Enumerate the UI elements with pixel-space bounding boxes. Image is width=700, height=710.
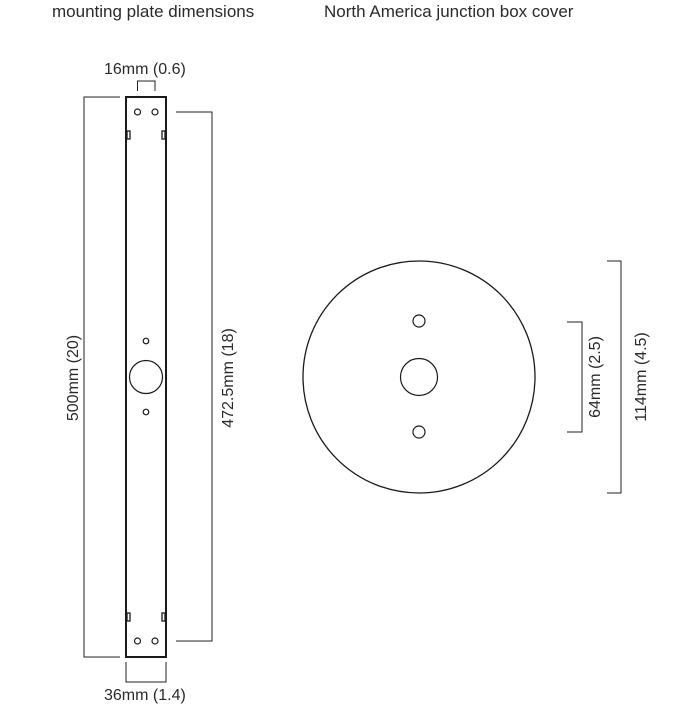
dimension-bracket-16mm (138, 81, 156, 91)
plate-center-upper-hole (143, 338, 149, 344)
dimension-bracket-36mm (126, 662, 166, 682)
dimension-bracket-500mm (84, 97, 120, 657)
plate-notch-top-left (127, 131, 130, 139)
plate-top-right-hole (152, 109, 158, 115)
dimension-label-36mm: 36mm (1.4) (104, 687, 186, 704)
dimension-label-114mm: 114mm (4.5) (633, 332, 650, 422)
dimension-label-16mm: 16mm (0.6) (104, 61, 186, 78)
cover-lower-hole (413, 426, 425, 438)
junction-box-cover (303, 261, 535, 493)
mounting-plate-heading: mounting plate dimensions (52, 2, 255, 21)
cover-center-hole (401, 359, 438, 396)
dimension-label-472mm: 472.5mm (18) (220, 328, 237, 428)
dimension-bracket-472mm (176, 112, 212, 641)
dimension-label-500mm: 500mm (20) (65, 334, 82, 422)
plate-bottom-left-hole (135, 638, 141, 644)
mounting-plate (126, 97, 166, 657)
plate-notch-top-right (162, 131, 165, 139)
cover-upper-hole (413, 315, 425, 327)
plate-notch-bottom-left (127, 613, 130, 621)
dimension-label-64mm: 64mm (2.5) (587, 336, 604, 418)
junction-box-cover-heading: North America junction box cover (324, 2, 574, 21)
plate-bottom-right-hole (152, 638, 158, 644)
plate-notch-bottom-right (162, 613, 165, 621)
plate-top-left-hole (135, 109, 141, 115)
dimension-bracket-64mm (567, 322, 582, 432)
dimension-bracket-114mm (607, 261, 621, 493)
plate-center-lower-hole (143, 409, 149, 415)
plate-center-large-hole (130, 361, 163, 394)
